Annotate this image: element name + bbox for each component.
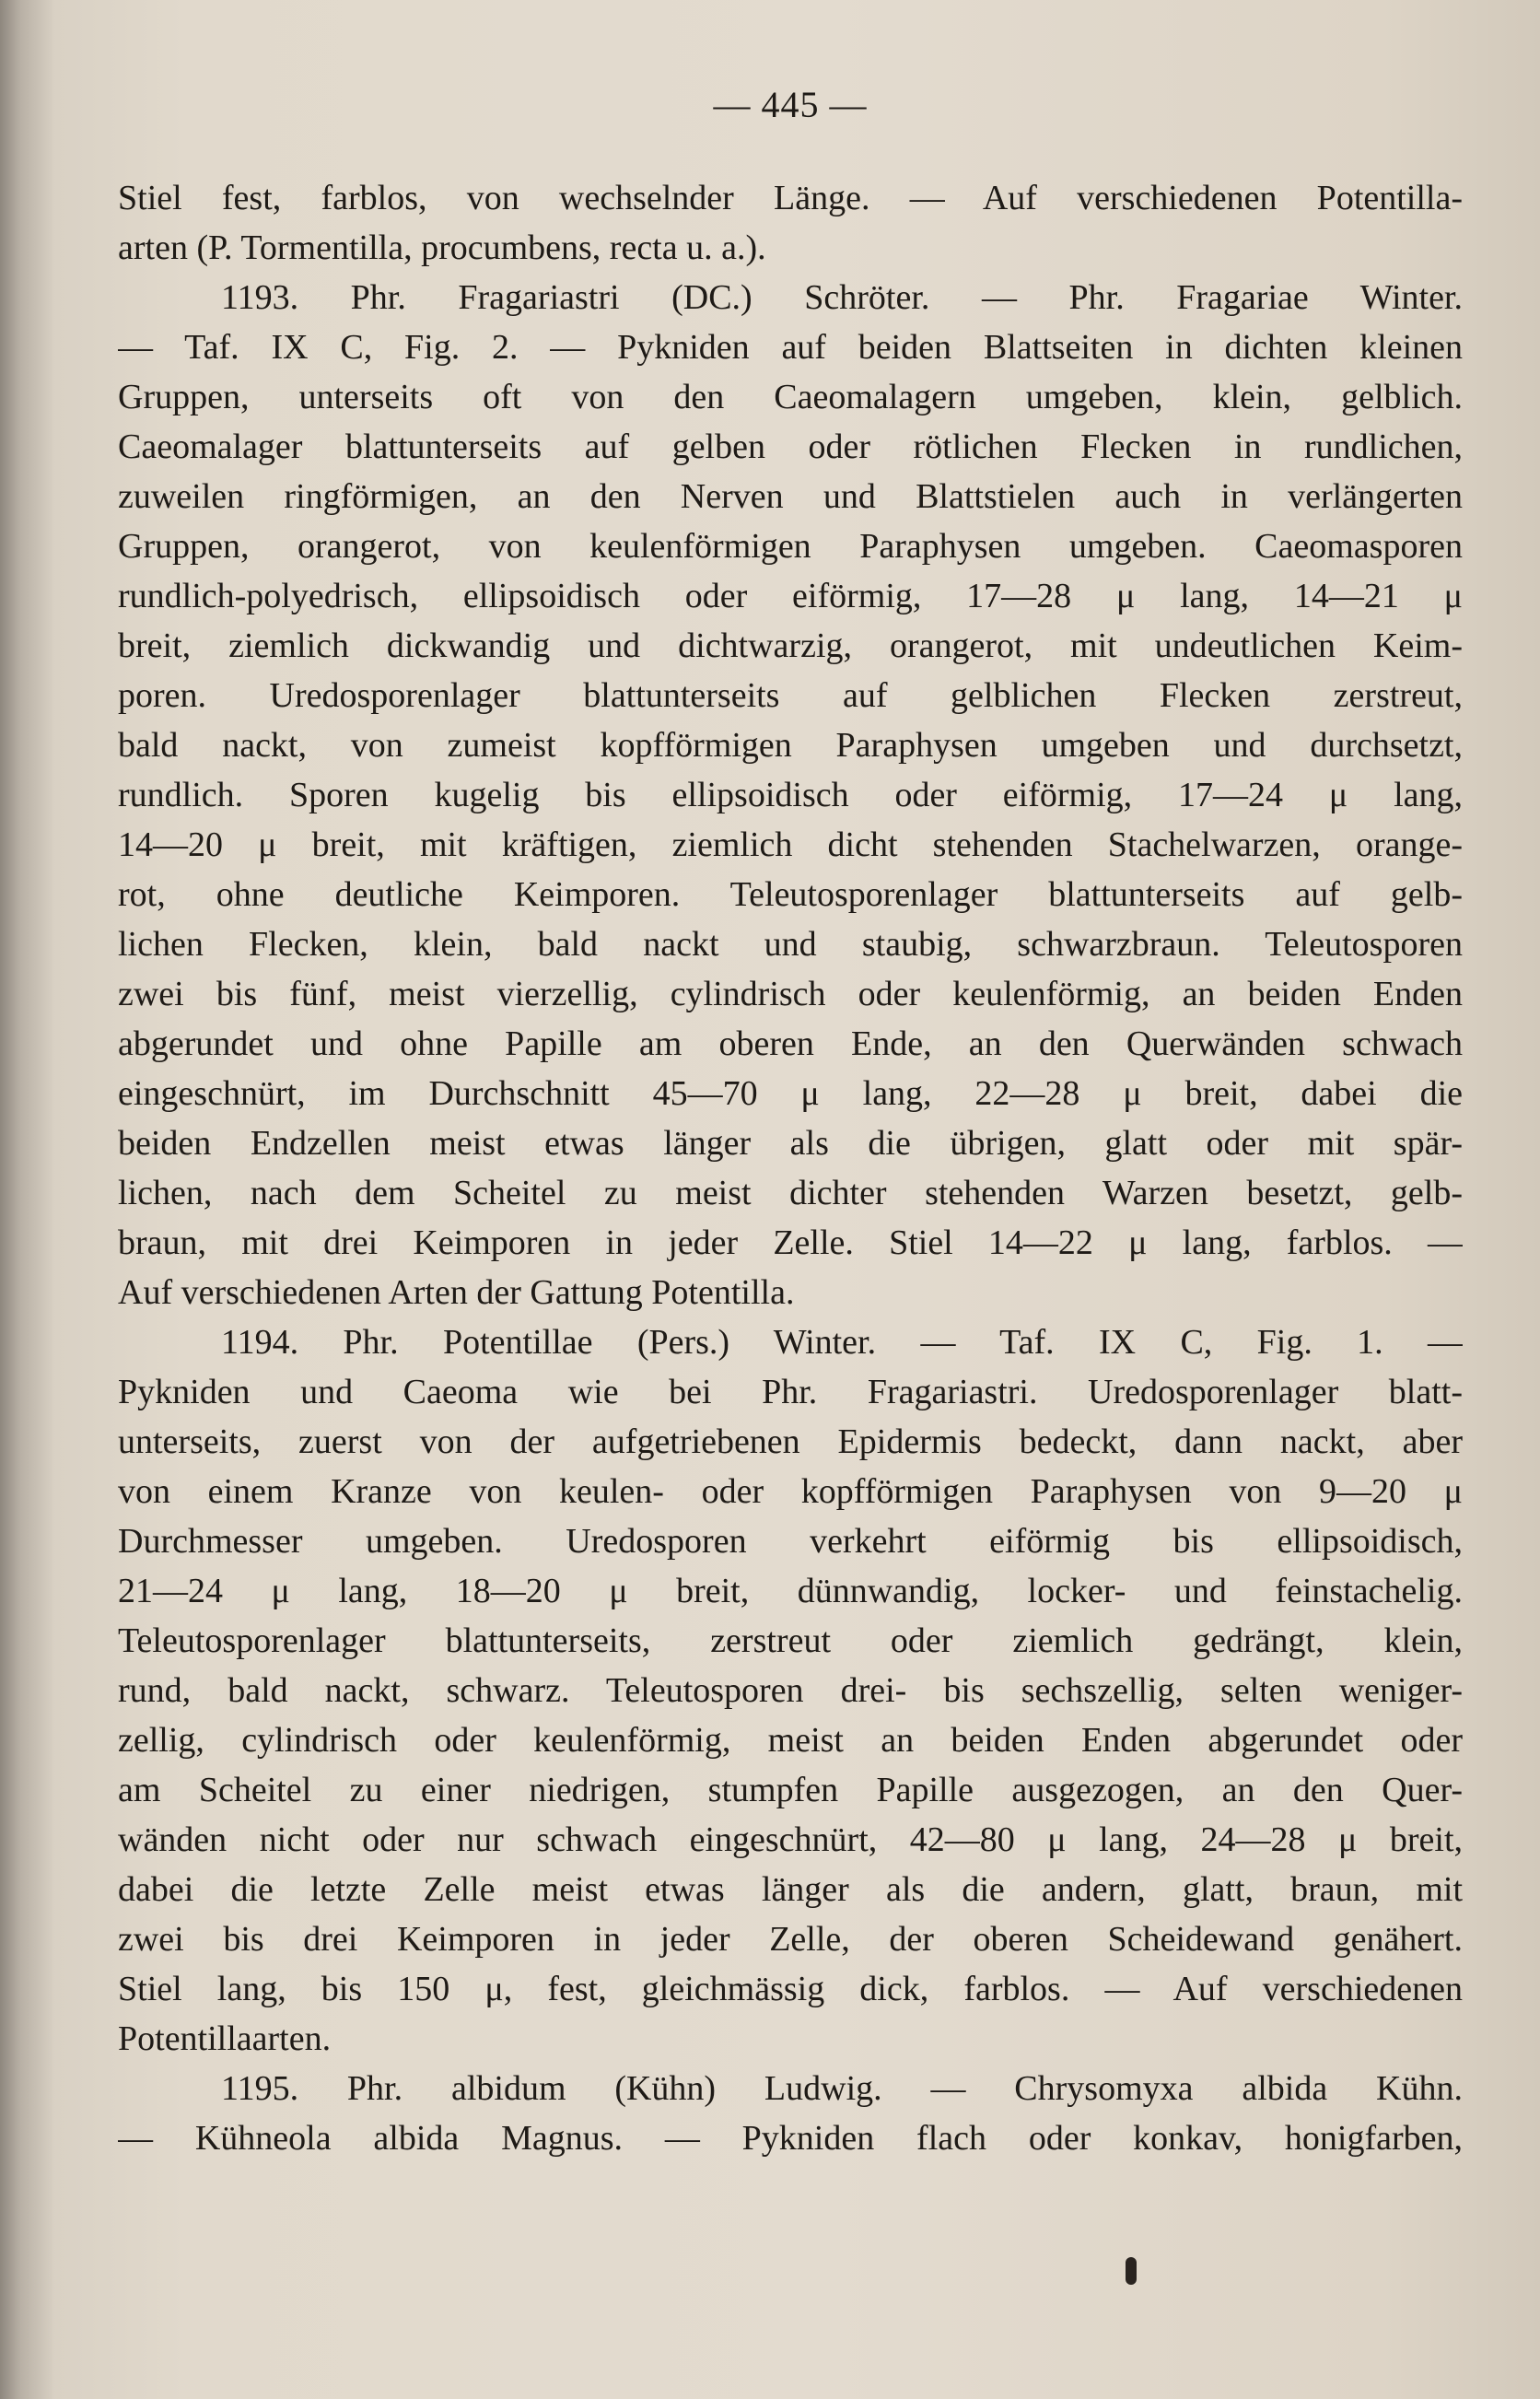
page-number: — 445 — [713, 84, 868, 125]
text-line: lichen Flecken, klein, bald nackt und staubig, schwarzbraun. Teleutosporen [118, 925, 1463, 964]
text-line: Potentillaarten. [118, 2019, 332, 2058]
text-line: Teleutosporenlager blattunterseits, zerstreut oder ziemlich gedrängt, klein, [118, 1621, 1463, 1660]
text-line: Durchmesser umgeben. Uredosporen verkehrt eiförmig bis ellipsoidisch, [118, 1522, 1463, 1561]
text-line: rot, ohne deutliche Keimporen. Teleutosporenlager blattunterseits auf gelb- [118, 875, 1463, 914]
text-line: Gruppen, unterseits oft von den Caeomalagern umgeben, klein, gelblich. [118, 378, 1463, 416]
text-line: beiden Endzellen meist etwas länger als die übrigen, glatt oder mit spär- [118, 1124, 1463, 1163]
text-line: zwei bis fünf, meist vierzellig, cylindrisch oder keulenförmig, an beiden Enden [118, 975, 1463, 1013]
text-line: Caeomalager blattunterseits auf gelben oder rötlichen Flecken in rundlichen, [118, 427, 1463, 466]
text-line: — Taf. IX C, Fig. 2. — Pykniden auf beiden Blattseiten in dichten kleinen [118, 328, 1463, 367]
text-line: dabei die letzte Zelle meist etwas länger als die andern, glatt, braun, mit [118, 1870, 1463, 1909]
text-line: rundlich. Sporen kugelig bis ellipsoidisch oder eiförmig, 17—24 μ lang, [118, 776, 1463, 814]
text-line: von einem Kranze von keulen- oder kopfförmigen Paraphysen von 9—20 μ [118, 1472, 1463, 1511]
text-line: braun, mit drei Keimporen in jeder Zelle. Stiel 14—22 μ lang, farblos. — [118, 1223, 1463, 1262]
text-line: Stiel lang, bis 150 μ, fest, gleichmässig dick, farblos. — Auf verschiedenen [118, 1970, 1463, 2008]
text-line: arten (P. Tormentilla, procumbens, recta u. a.). [118, 228, 766, 267]
text-line: Auf verschiedenen Arten der Gattung Potentilla. [118, 1273, 795, 1312]
text-line: breit, ziemlich dickwandig und dichtwarzig, orangerot, mit undeutlichen Keim- [118, 626, 1463, 665]
text-line: unterseits, zuerst von der aufgetriebenen Epidermis bedeckt, dann nackt, aber [118, 1422, 1463, 1461]
text-line: Gruppen, orangerot, von keulenförmigen Paraphysen umgeben. Caeomasporen [118, 527, 1463, 566]
text-line: eingeschnürt, im Durchschnitt 45—70 μ lang, 22—28 μ breit, dabei die [118, 1074, 1463, 1113]
entry-1195-heading: 1195. Phr. albidum (Kühn) Ludwig. — Chrysomyxa albida Kühn. [221, 2069, 1463, 2108]
text-line: — Kühneola albida Magnus. — Pykniden flach oder konkav, honigfarben, [118, 2119, 1463, 2158]
text-line: bald nackt, von zumeist kopfförmigen Paraphysen umgeben und durchsetzt, [118, 726, 1463, 765]
text-line: wänden nicht oder nur schwach eingeschnürt, 42—80 μ lang, 24—28 μ breit, [118, 1820, 1463, 1859]
text-line: zwei bis drei Keimporen in jeder Zelle, der oberen Scheidewand genähert. [118, 1920, 1463, 1959]
text-line: zellig, cylindrisch oder keulenförmig, meist an beiden Enden abgerundet oder [118, 1721, 1463, 1760]
text-line: poren. Uredosporenlager blattunterseits auf gelblichen Flecken zerstreut, [118, 676, 1463, 715]
text-line: zuweilen ringförmigen, an den Nerven und Blattstielen auch in verlängerten [118, 477, 1463, 516]
text-line: Pykniden und Caeoma wie bei Phr. Fragariastri. Uredosporenlager blatt- [118, 1373, 1463, 1411]
text-line: abgerundet und ohne Papille am oberen Ende, an den Querwänden schwach [118, 1024, 1463, 1063]
ink-speck [1126, 2257, 1137, 2285]
text-line: lichen, nach dem Scheitel zu meist dichter stehenden Warzen besetzt, gelb- [118, 1174, 1463, 1212]
text-line: 14—20 μ breit, mit kräftigen, ziemlich dicht stehenden Stachelwarzen, orange- [118, 825, 1463, 864]
text-line: 21—24 μ lang, 18—20 μ breit, dünnwandig, locker- und feinstachelig. [118, 1572, 1463, 1610]
text-line: rund, bald nackt, schwarz. Teleutosporen drei- bis sechszellig, selten weniger- [118, 1671, 1463, 1710]
text-line: rundlich-polyedrisch, ellipsoidisch oder eiförmig, 17—28 μ lang, 14—21 μ [118, 577, 1463, 615]
entry-1193-heading: 1193. Phr. Fragariastri (DC.) Schröter. — Phr. Fragariae Winter. [221, 278, 1463, 317]
entry-1194-heading: 1194. Phr. Potentillae (Pers.) Winter. — Taf. IX C, Fig. 1. — [221, 1323, 1463, 1362]
text-line: am Scheitel zu einer niedrigen, stumpfen Papille ausgezogen, an den Quer- [118, 1771, 1463, 1809]
text-line: Stiel fest, farblos, von wechselnder Länge. — Auf verschiedenen Potentilla- [118, 179, 1463, 217]
